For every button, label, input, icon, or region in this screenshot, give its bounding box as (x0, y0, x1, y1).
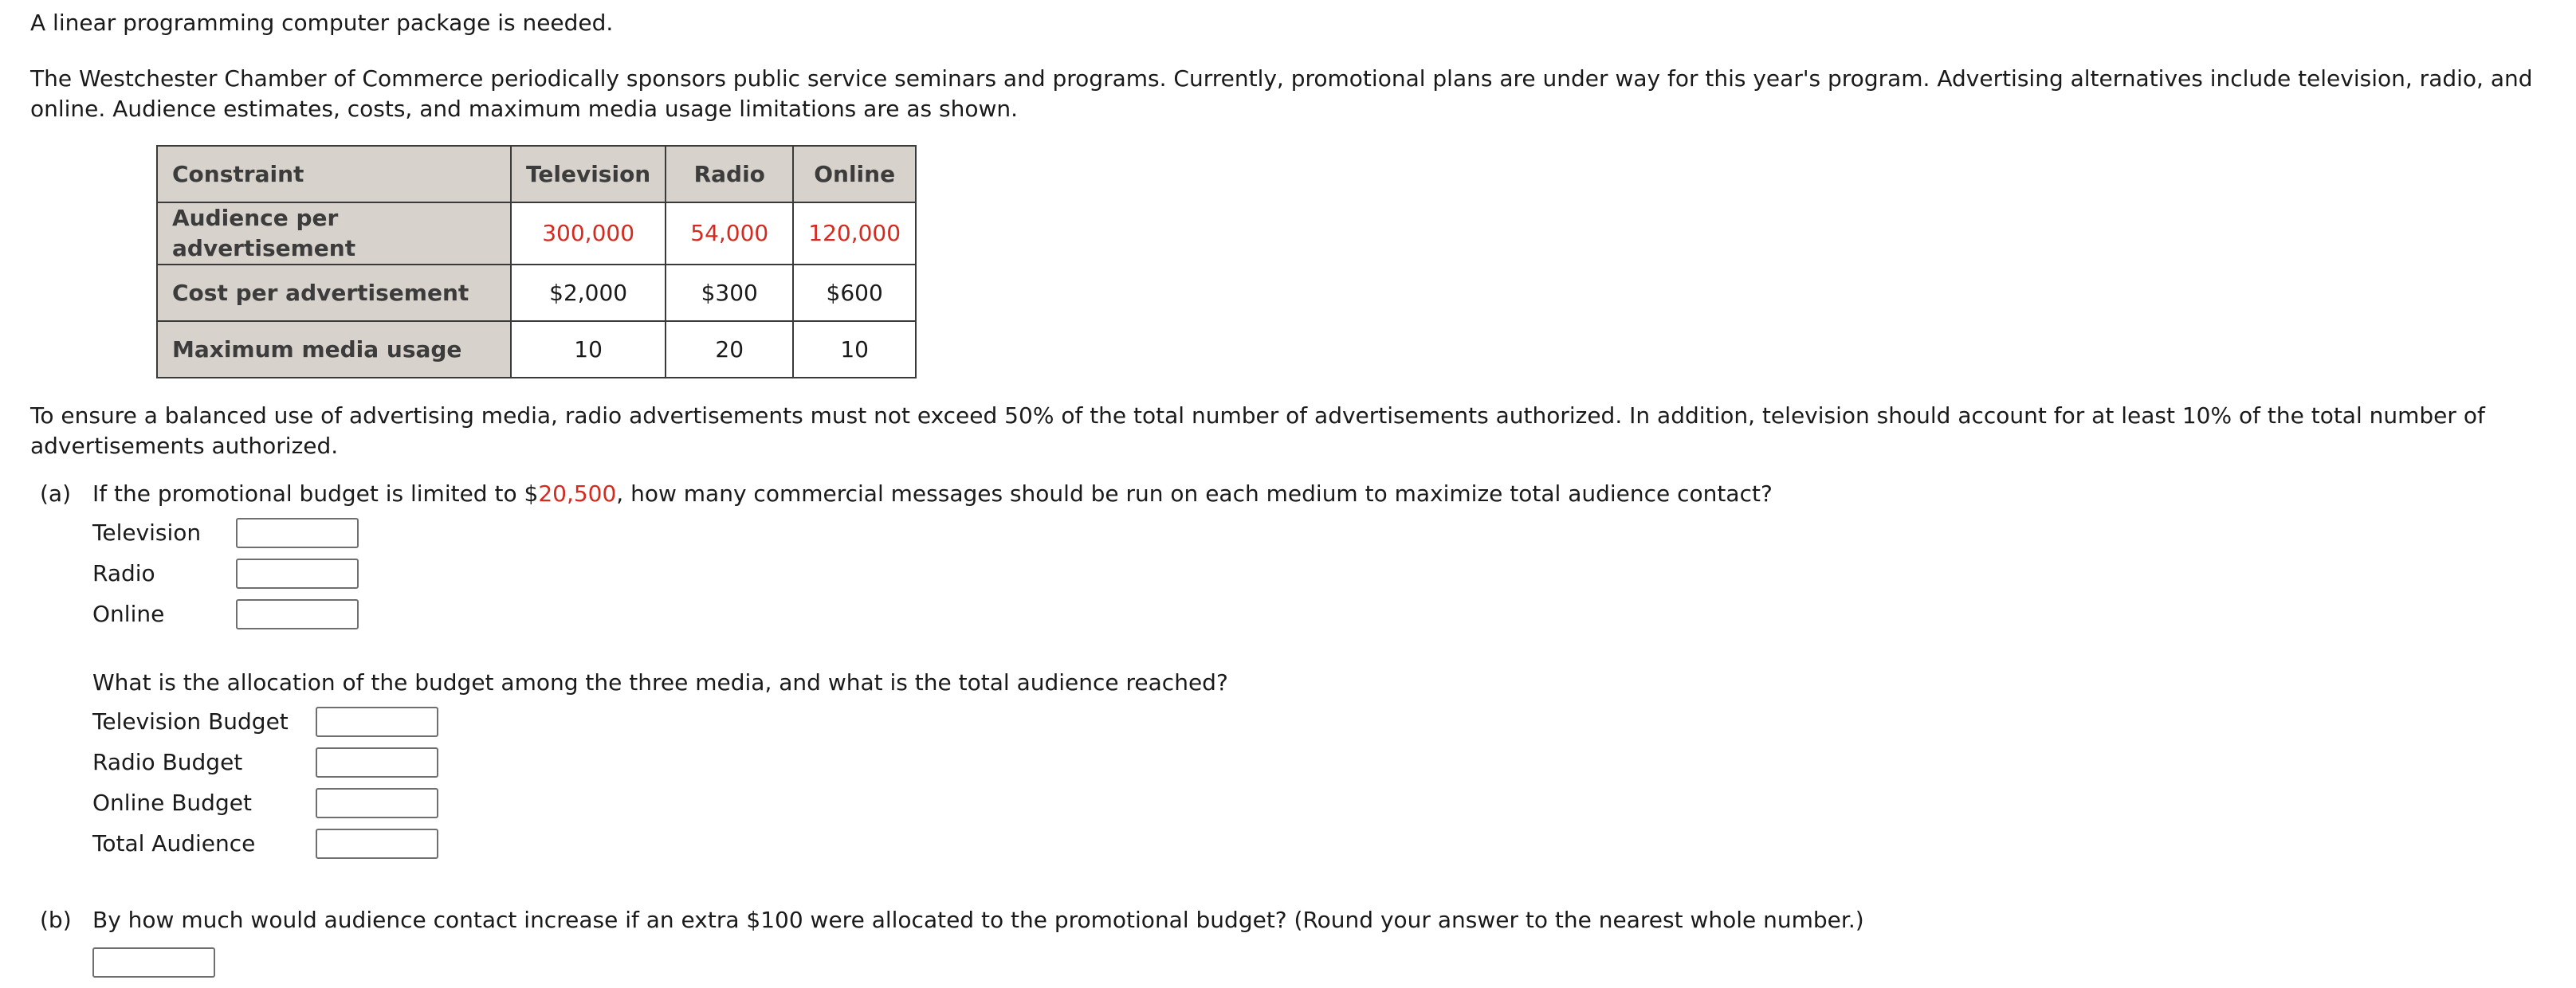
cell-tv-cost: $2,000 (511, 265, 666, 321)
intro-text: A linear programming computer package is needed. (30, 10, 614, 36)
field-label: Total Audience (92, 829, 256, 857)
field-row-increase (92, 942, 2557, 982)
part-a-label: (a) (40, 480, 72, 507)
cell-tv-max: 10 (511, 321, 666, 378)
table-row-cost (157, 265, 916, 321)
table-row-max-usage (157, 321, 916, 378)
field-row-radio (92, 553, 2557, 594)
paragraph-2: To ensure a balanced use of advertising media, radio advertisements must not exceed 50% of the total number of advertisements authorized. In addition, television should account for at least 10% of the total number of advertisements authorized. (30, 402, 2485, 459)
field-label: Television (92, 519, 202, 546)
budget-value: 20,500 (538, 480, 617, 507)
field-label: Television Budget (92, 708, 289, 735)
field-row-television (92, 512, 2557, 553)
online-budget-input[interactable] (316, 788, 438, 818)
field-row-total-audience (92, 823, 2557, 864)
field-row-online-budget (92, 782, 2557, 823)
radio-budget-input[interactable] (316, 747, 438, 778)
part-a-question-2: What is the allocation of the budget among the three media, and what is the total audience reached? (92, 669, 1228, 696)
field-label: Online (92, 600, 165, 627)
cell-radio-cost: $300 (666, 265, 793, 321)
online-input[interactable] (236, 599, 359, 629)
cell-radio-audience: 54,000 (666, 202, 793, 265)
constraint-table (156, 145, 917, 378)
television-budget-input[interactable] (316, 707, 438, 737)
row-label: Cost per advertisement (157, 265, 511, 321)
cell-online-audience: 120,000 (793, 202, 916, 265)
part-b-label: (b) (40, 907, 72, 933)
table-row-audience (157, 202, 916, 265)
field-row-online (92, 594, 2557, 634)
cell-tv-audience: 300,000 (511, 202, 666, 265)
question-text: , how many commercial messages should be run on each medium to maximize total audience contact? (616, 480, 1773, 507)
part-b (30, 905, 2557, 982)
question-text: If the promotional budget is limited to $ (92, 480, 539, 507)
field-label: Online Budget (92, 789, 252, 816)
radio-input[interactable] (236, 559, 359, 589)
cell-online-cost: $600 (793, 265, 916, 321)
part-a-question (92, 479, 2557, 509)
field-label: Radio Budget (92, 748, 243, 775)
cell-radio-max: 20 (666, 321, 793, 378)
field-row-television-budget (92, 701, 2557, 742)
part-b-question: By how much would audience contact increase if an extra $100 were allocated to the promotional budget? (Round your answer to the nearest whole number.) (92, 907, 1864, 933)
audience-increase-input[interactable] (92, 947, 215, 978)
total-audience-input[interactable] (316, 829, 438, 859)
header-television: Television (511, 146, 666, 202)
paragraph-1: The Westchester Chamber of Commerce periodically sponsors public service seminars and programs. Currently, promotional plans are under way for this year's program. Advertising alternatives include television, radio, and online. Audience estimates, costs, and maximum media usage limitations are as shown. (30, 65, 2533, 122)
television-input[interactable] (236, 518, 359, 548)
problem-page (30, 8, 2557, 982)
row-label: Maximum media usage (157, 321, 511, 378)
part-a (30, 479, 2557, 864)
cell-online-max: 10 (793, 321, 916, 378)
field-row-radio-budget (92, 742, 2557, 782)
header-constraint: Constraint (157, 146, 511, 202)
row-label: Audience per advertisement (157, 202, 511, 265)
field-label: Radio (92, 559, 155, 586)
table-header-row (157, 146, 916, 202)
header-radio: Radio (666, 146, 793, 202)
header-online: Online (793, 146, 916, 202)
